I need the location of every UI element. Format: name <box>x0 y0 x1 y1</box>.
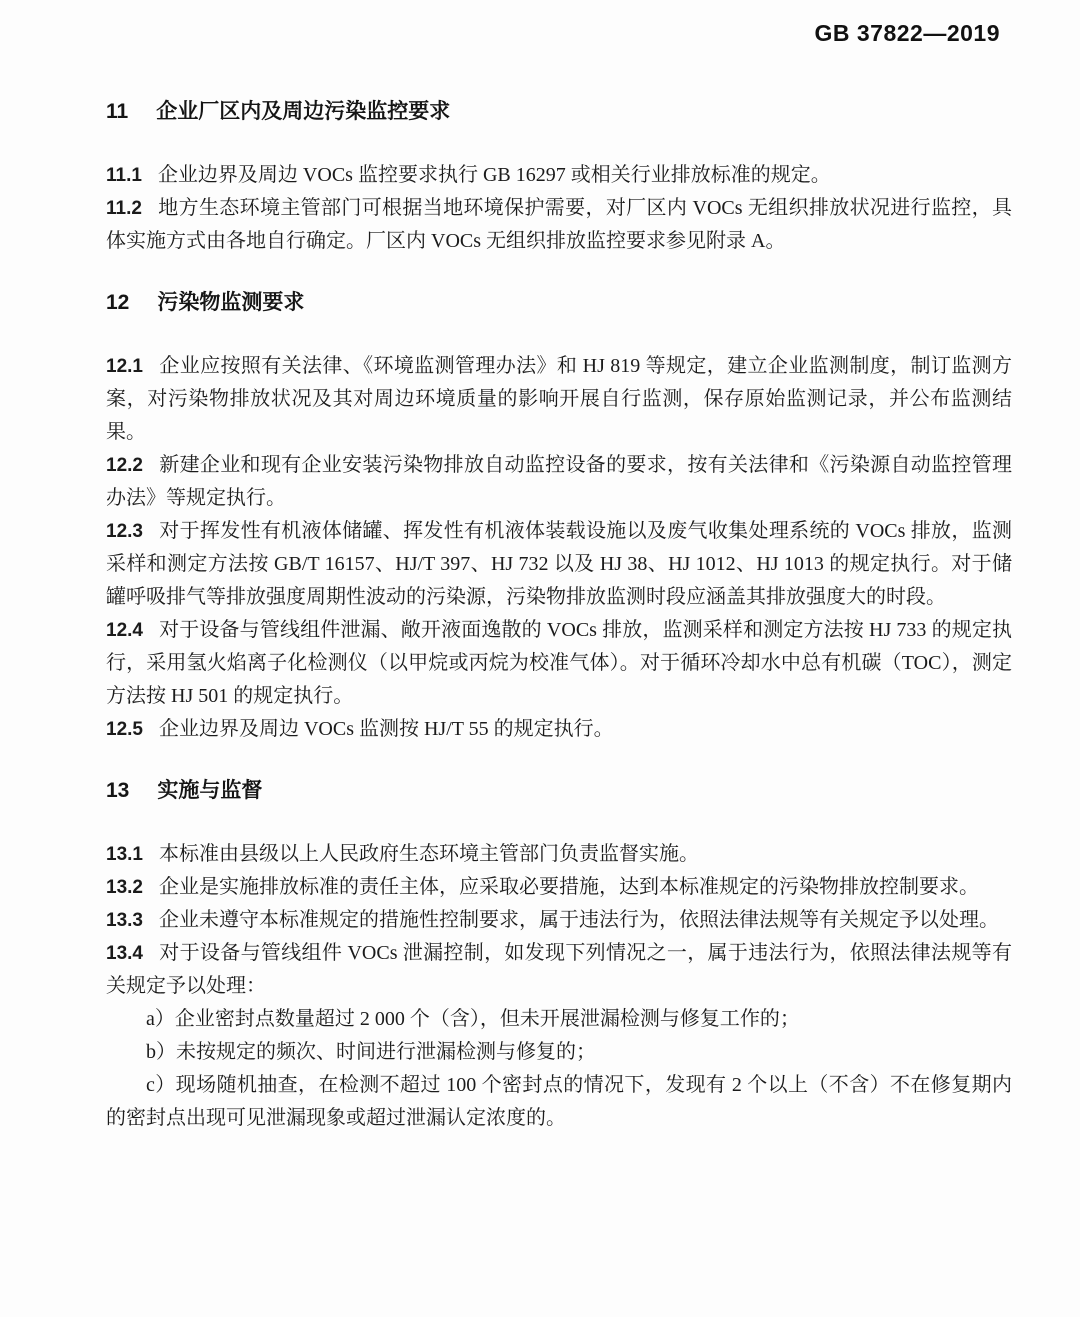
clause-12-3 <box>106 515 1012 614</box>
clause-13-1-number: 13.1 <box>106 844 143 865</box>
clause-13-4-text: 对于设备与管线组件 VOCs 泄漏控制，如发现下列情况之一，属于违法行为，依照法律法规等有关规定予以处理： <box>106 942 1012 997</box>
section-12-number: 12 <box>106 291 130 314</box>
clause-12-1-text: 企业应按照有关法律、《环境监测管理办法》和 HJ 819 等规定，建立企业监测制度，制订监测方案，对污染物排放状况及其对周边环境质量的影响开展自行监测，保存原始监测记录，并公布监测结果。 <box>106 355 1012 443</box>
section-11-heading <box>106 97 1012 127</box>
clause-13-1-text: 本标准由县级以上人民政府生态环境主管部门负责监督实施。 <box>158 843 699 865</box>
clause-12-2-text: 新建企业和现有企业安装污染物排放自动监控设备的要求，按有关法律和《污染源自动监控管理办法》等规定执行。 <box>106 454 1012 509</box>
clause-13-4-item-c: c）现场随机抽查，在检测不超过 100 个密封点的情况下，发现有 2 个以上（不含）不在修复期内的密封点出现可见泄漏现象或超过泄漏认定浓度的。 <box>106 1074 1012 1129</box>
clause-11-1-number: 11.1 <box>106 165 142 186</box>
clause-11-1 <box>106 159 1012 192</box>
section-12-title: 污染物监测要求 <box>157 291 305 314</box>
clause-11-2-number: 11.2 <box>106 198 142 219</box>
clause-12-2-number: 12.2 <box>106 455 143 476</box>
clause-11-2 <box>106 192 1012 258</box>
clause-11-2-text: 地方生态环境主管部门可根据当地环境保护需要，对厂区内 VOCs 无组织排放状况进行监控，具体实施方式由各地自行确定。厂区内 VOCs 无组织排放监控要求参见附录 A。 <box>106 197 1012 252</box>
clause-12-5-text: 企业边界及周边 VOCs 监测按 HJ/T 55 的规定执行。 <box>158 718 614 740</box>
clause-13-2 <box>106 871 1012 904</box>
clause-13-2-text: 企业是实施排放标准的责任主体，应采取必要措施，达到本标准规定的污染物排放控制要求。 <box>158 876 979 898</box>
document-content <box>0 97 1080 1135</box>
clause-12-1-number: 12.1 <box>106 356 143 377</box>
clause-12-5-number: 12.5 <box>106 719 143 740</box>
clause-13-4-item-a: a）企业密封点数量超过 2 000 个（含），但未开展泄漏检测与修复工作的； <box>146 1008 800 1030</box>
clause-12-3-number: 12.3 <box>106 521 143 542</box>
clause-13-1 <box>106 838 1012 871</box>
clause-13-4-item-b: b）未按规定的频次、时间进行泄漏检测与修复的； <box>146 1041 596 1063</box>
clause-13-4-number: 13.4 <box>106 943 143 964</box>
clause-13-3-text: 企业未遵守本标准规定的措施性控制要求，属于违法行为，依照法律法规等有关规定予以处理。 <box>158 909 999 931</box>
clause-12-4-number: 12.4 <box>106 620 143 641</box>
clause-13-3 <box>106 904 1012 937</box>
clause-13-2-number: 13.2 <box>106 877 143 898</box>
standard-number: GB 37822—2019 <box>814 20 1000 46</box>
section-12-heading <box>106 288 1012 318</box>
clause-12-2 <box>106 449 1012 515</box>
section-13-title: 实施与监督 <box>157 779 263 802</box>
section-11-title: 企业厂区内及周边污染监控要求 <box>156 100 451 123</box>
section-13-heading <box>106 776 1012 806</box>
clause-13-3-number: 13.3 <box>106 910 143 931</box>
document-header <box>0 0 1080 47</box>
section-11-number: 11 <box>106 100 129 123</box>
clause-12-5 <box>106 713 1012 746</box>
section-13-number: 13 <box>106 779 130 802</box>
clause-13-4 <box>106 937 1012 1003</box>
clause-12-3-text: 对于挥发性有机液体储罐、挥发性有机液体装载设施以及废气收集处理系统的 VOCs 排放，监测采样和测定方法按 GB/T 16157、HJ/T 397、HJ 732 以及 HJ 38、HJ 1012、HJ 1013 的规定执行。对于储罐呼吸排气等排放强度周期性波动的污染源，污染物排放监测时段应涵盖其排放强度大的时段。 <box>106 520 1012 608</box>
clause-12-1 <box>106 350 1012 449</box>
clause-11-1-text: 企业边界及周边 VOCs 监控要求执行 GB 16297 或相关行业排放标准的规定。 <box>157 164 831 186</box>
clause-12-4-text: 对于设备与管线组件泄漏、敞开液面逸散的 VOCs 排放，监测采样和测定方法按 HJ 733 的规定执行，采用氢火焰离子化检测仪（以甲烷或丙烷为校准气体）。对于循环冷却水中总有机碳（TOC），测定方法按 HJ 501 的规定执行。 <box>106 619 1012 707</box>
clause-12-4 <box>106 614 1012 713</box>
